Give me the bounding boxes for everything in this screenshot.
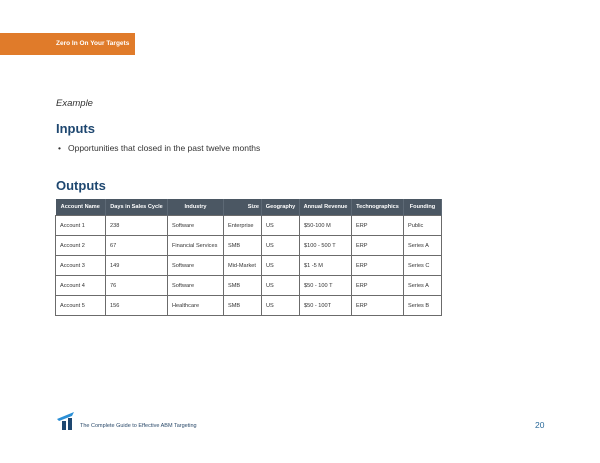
- cell-technographics: ERP: [352, 256, 404, 276]
- cell-account-name: Account 3: [56, 256, 106, 276]
- table-row: [56, 296, 442, 316]
- header-technographics: Technographics: [352, 199, 404, 216]
- cell-account-name: Account 5: [56, 296, 106, 316]
- cell-industry: Software: [168, 256, 224, 276]
- cell-geography: US: [262, 296, 300, 316]
- cell-days: 67: [106, 236, 168, 256]
- cell-days: 149: [106, 256, 168, 276]
- table-row: [56, 236, 442, 256]
- cell-size: SMB: [224, 236, 262, 256]
- header-account-name: Account Name: [56, 199, 106, 216]
- cell-technographics: ERP: [352, 276, 404, 296]
- cell-founding: Public: [404, 216, 442, 236]
- cell-industry: Financial Services: [168, 236, 224, 256]
- cell-geography: US: [262, 256, 300, 276]
- cell-days: 76: [106, 276, 168, 296]
- cell-annual-revenue: $50 - 100 T: [300, 276, 352, 296]
- header-geography: Geography: [262, 199, 300, 216]
- table-row: [56, 256, 442, 276]
- cell-size: Enterprise: [224, 216, 262, 236]
- header-size: Size: [224, 199, 262, 216]
- cell-technographics: ERP: [352, 216, 404, 236]
- cell-size: SMB: [224, 296, 262, 316]
- table-row: [56, 276, 442, 296]
- cell-founding: Series A: [404, 276, 442, 296]
- inputs-bullet-text: Opportunities that closed in the past twelve months: [67, 143, 261, 153]
- cell-industry: Software: [168, 276, 224, 296]
- cell-industry: Healthcare: [168, 296, 224, 316]
- cell-days: 238: [106, 216, 168, 236]
- cell-size: Mid-Market: [224, 256, 262, 276]
- cell-size: SMB: [224, 276, 262, 296]
- cell-founding: Series B: [404, 296, 442, 316]
- example-label: Example: [56, 98, 93, 109]
- cell-founding: Series C: [404, 256, 442, 276]
- outputs-table: [55, 199, 442, 316]
- cell-industry: Software: [168, 216, 224, 236]
- cell-annual-revenue: $50-100 M: [300, 216, 352, 236]
- cell-annual-revenue: $50 - 100T: [300, 296, 352, 316]
- table-row: [56, 216, 442, 236]
- header-founding: Founding: [404, 199, 442, 216]
- page-number: 20: [535, 420, 545, 430]
- cell-annual-revenue: $1 -5 M: [300, 256, 352, 276]
- section-tab-label: Zero In On Your Targets: [56, 40, 130, 47]
- guide-title: The Complete Guide to Effective ABM Targeting: [80, 423, 197, 429]
- cell-geography: US: [262, 276, 300, 296]
- cell-days: 156: [106, 296, 168, 316]
- inputs-heading: Inputs: [56, 121, 95, 136]
- cell-account-name: Account 4: [56, 276, 106, 296]
- table-header-row: [56, 199, 442, 216]
- header-industry: Industry: [168, 199, 224, 216]
- inputs-bullet-item: [58, 143, 260, 153]
- cell-account-name: Account 2: [56, 236, 106, 256]
- cell-technographics: ERP: [352, 236, 404, 256]
- bullet-icon: •: [58, 143, 61, 153]
- cell-founding: Series A: [404, 236, 442, 256]
- cell-annual-revenue: $100 - 500 T: [300, 236, 352, 256]
- cell-geography: US: [262, 216, 300, 236]
- cell-account-name: Account 1: [56, 216, 106, 236]
- header-days-in-sales-cycle: Days in Sales Cycle: [106, 199, 168, 216]
- cell-geography: US: [262, 236, 300, 256]
- outputs-heading: Outputs: [56, 178, 106, 193]
- header-annual-revenue: Annual Revenue: [300, 199, 352, 216]
- section-tab: [0, 33, 135, 55]
- bar-chart-logo-icon: [56, 410, 76, 430]
- cell-technographics: ERP: [352, 296, 404, 316]
